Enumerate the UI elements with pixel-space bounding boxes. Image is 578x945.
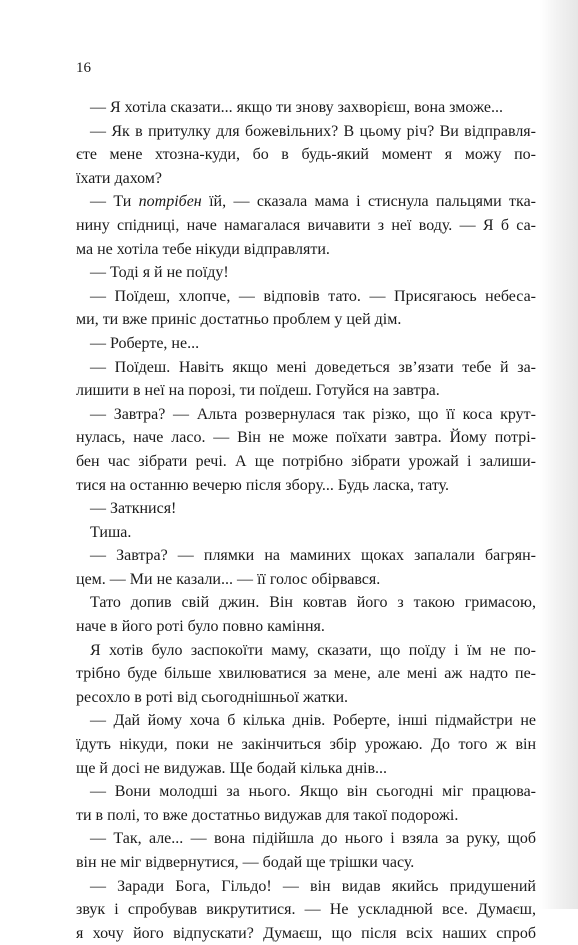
text-line: Тато допив свій джин. Він ковтав його з такою гримасою, (90, 594, 536, 612)
text-line: нулась, наче ласо. — Він не може поїхати завтра. Йому потрі- (76, 429, 536, 447)
text-line: — Завтра? — плямки на маминих щоках запалали багрян- (90, 547, 536, 565)
text-line: — Завтра? — Альта розвернулася так різко, що її коса крут- (90, 405, 536, 423)
text-line: — Дай йому хоча б кілька днів. Роберте, інші підмайстри не (90, 712, 536, 730)
text-line: трібно буде більше хвилюватися за мене, але мені аж надто пе- (76, 665, 536, 683)
body-text (76, 96, 536, 945)
text-line: єте мене хтозна-куди, бо в будь-який момент я можу по- (76, 146, 536, 164)
text-line: нину спідниці, наче намагалася вичавити з неї воду. — Я б са- (76, 216, 536, 234)
text-line: ми, ти вже приніс достатньо проблем у цей дім. (76, 311, 402, 329)
text-line: ма не хотіла тебе нікуди відправляти. (76, 240, 330, 258)
text-line: цем. — Ми не казали... — її голос обірвався. (76, 570, 381, 588)
text-line: він не міг відвернутися, — бодай ще трішки часу. (76, 854, 415, 871)
text-line: їхати дахом? (76, 169, 163, 187)
text-line: — Заткнися! (90, 500, 177, 518)
text-line: — Поїдеш, хлопче, — відповів тато. — Присягаюсь небеса- (90, 287, 536, 305)
text-line: ще й досі не видужав. Ще бодай кілька днів... (76, 759, 388, 777)
text-line: — Поїдеш. Навіть якщо мені доведеться зв’язати тебе й за- (90, 358, 536, 376)
text-line: — Тоді я й не поїду! (90, 264, 229, 282)
page-number: 16 (76, 60, 91, 76)
text-line: — Вони молодші за нього. Якщо він сьогодні міг працюва- (90, 783, 536, 801)
text-line: — Я хотіла сказати... якщо ти знову захворієш, вона зможе... (90, 99, 503, 116)
text-line: тися на останню вечерю після збору... Будь ласка, тату. (76, 476, 450, 494)
text-line: Я хотів було заспокоїти маму, сказати, що поїду і їм не по- (90, 641, 536, 659)
text-line: — Як в притулку для божевільних? В цьому річ? Ви відправля- (90, 122, 536, 140)
text-line: звук і спробував викрутитися. — Не ускладнюй все. Думаєш, (76, 901, 536, 919)
text-line: — Так, але... — вона підійшла до нього і взяла за руку, щоб (90, 830, 536, 848)
text-line: я хочу його відпускати? Думаєш, що після всіх наших спроб (76, 924, 536, 942)
text-line: бен час зібрати речі. А ще потрібно зібрати урожай і залиши- (76, 452, 536, 470)
text-line: Тиша. (90, 523, 132, 541)
text-line: — Ти потрібен їй, — сказала мама і стиснула пальцями тка- (90, 193, 536, 211)
text-line: лишити в неї на порозі, ти поїдеш. Готуйся на завтра. (76, 382, 440, 400)
text-line: — Роберте, не... (90, 334, 200, 352)
text-line: їдуть нікуди, поки не закінчиться збір урожаю. До того ж він (76, 736, 536, 754)
text-line: ти в полі, то вже достатньо видужав для такої подорожі. (76, 806, 459, 824)
text-line: наче в його роті було повно каміння. (76, 618, 325, 636)
emphasis: потрібен (138, 193, 202, 211)
text-line: ресохло в роті від сьогоднішньої жатки. (76, 688, 349, 706)
text-line: — Заради Бога, Гільдо! — він видав якийсь придушений (90, 877, 536, 895)
